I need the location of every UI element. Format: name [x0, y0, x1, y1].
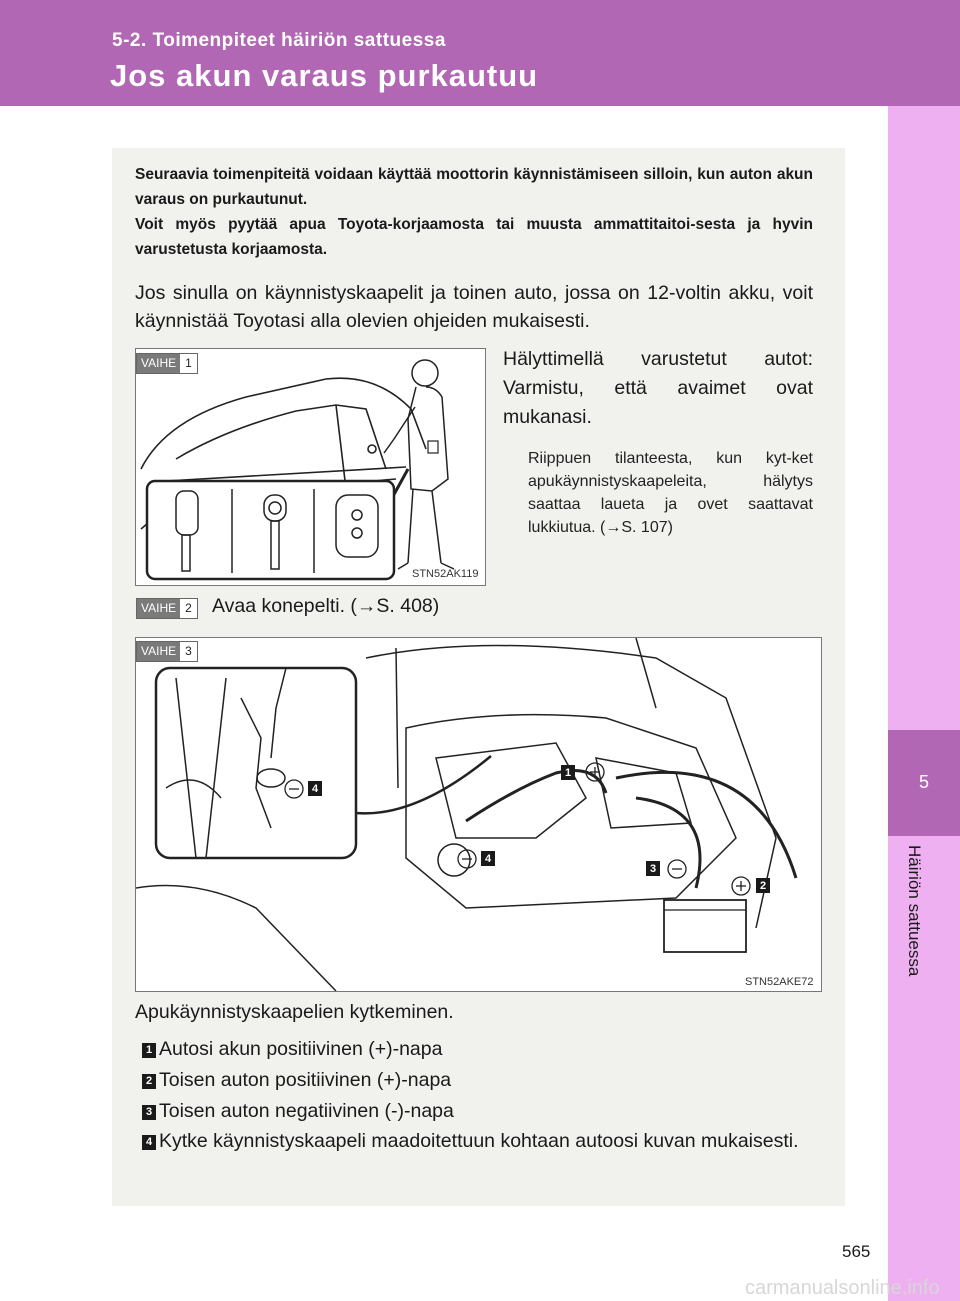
car-and-keys-illustration	[136, 349, 485, 585]
step1-figure-code: STN52AK119	[412, 568, 479, 580]
intro-paragraph-2: Voit myös pyytää apua Toyota-korjaamosta tai muusta ammattitaitoi-sesta ja hyvin varustetusta korjaamosta.	[135, 216, 813, 258]
list-item-text: Toisen auton negatiivinen (-)-napa	[159, 1100, 454, 1122]
side-tab-top	[888, 106, 960, 730]
list-item	[142, 1066, 814, 1094]
step1-note: Riippuen tilanteesta, kun kyt-ket apukäynnistyskaapeleita, hälytys saattaa laueta ja ovet saattavat lukkiutua. (→S. 107)	[528, 450, 813, 536]
list-item-text: Autosi akun positiivinen (+)-napa	[159, 1038, 443, 1060]
side-tab-label: Häiriön sattuessa	[905, 845, 924, 977]
section-title: 5-2. Toimenpiteet häiriön sattuessa	[112, 30, 446, 51]
lead-paragraph: Jos sinulla on käynnistyskaapelit ja toinen auto, jossa on 12-voltin akku, voit käynnistää Toyotasi alla olevien ohjeiden mukaisesti.	[135, 282, 813, 332]
step1-text: Hälyttimellä varustetut autot: Varmistu, että avaimet ovat mukanasi.	[503, 348, 813, 428]
list-item-text: Kytke käynnistyskaapeli maadoitettuun kohtaan autoosi kuvan mukaisesti.	[159, 1130, 799, 1152]
side-tab-bottom	[888, 836, 960, 1301]
svg-text:1: 1	[564, 767, 572, 779]
step-number: 2	[180, 599, 197, 618]
step1-badge	[136, 353, 198, 374]
svg-text:2: 2	[759, 880, 767, 892]
list-item	[142, 1127, 814, 1155]
step2-text: Avaa konepelti. (→S. 408)	[212, 595, 440, 617]
list-item	[142, 1035, 814, 1063]
engine-bay-illustration	[136, 638, 821, 991]
intro-text	[135, 162, 813, 262]
svg-text:4: 4	[311, 783, 319, 795]
number-badge: 3	[142, 1105, 156, 1120]
number-badge: 1	[142, 1043, 156, 1058]
step3-badge	[136, 641, 198, 662]
number-badge: 4	[142, 1135, 156, 1150]
step2-badge	[136, 598, 198, 619]
side-tab-number: 5	[918, 772, 929, 792]
intro-paragraph-1: Seuraavia toimenpiteitä voidaan käyttää moottorin käynnistämiseen silloin, kun auton akun varaus on purkautunut.	[135, 166, 813, 208]
step-number: 1	[180, 354, 197, 373]
step3-figure-code: STN52AKE72	[745, 976, 814, 988]
number-badge: 2	[142, 1074, 156, 1089]
step-label: VAIHE	[137, 354, 180, 373]
watermark: carmanualsonline.info	[745, 1277, 940, 1299]
header-bar	[0, 0, 960, 106]
page-title: Jos akun varaus purkautuu	[110, 58, 539, 93]
svg-text:4: 4	[484, 853, 492, 865]
step3-caption: Apukäynnistyskaapelien kytkeminen.	[135, 1001, 454, 1023]
list-item-text: Toisen auton positiivinen (+)-napa	[159, 1069, 452, 1091]
step-label: VAIHE	[137, 642, 180, 661]
list-item	[142, 1097, 814, 1125]
step3-figure	[135, 637, 822, 992]
step-label: VAIHE	[137, 599, 180, 618]
svg-text:3: 3	[649, 863, 657, 875]
step1-figure	[135, 348, 486, 586]
step-number: 3	[180, 642, 197, 661]
page-number: 565	[842, 1242, 871, 1261]
